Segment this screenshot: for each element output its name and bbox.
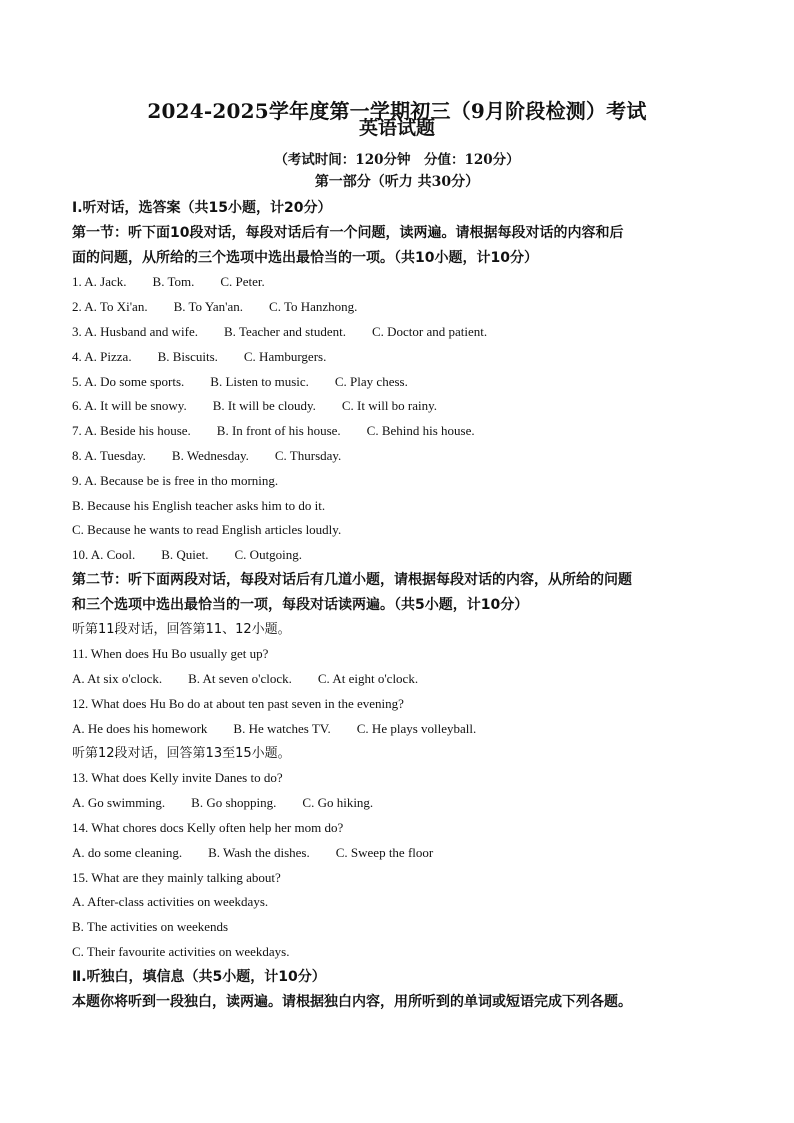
question-14: 14. What chores docs Kelly often help her mom do? [72, 819, 344, 835]
exam-info: （考试时间：120分钟 分值：120分） [274, 152, 520, 168]
question-1: 1. A. Jack. B. Tom. C. Peter. [72, 274, 265, 290]
question-11-options: A. At six o'clock. B. At seven o'clock. C. At eight o'clock. [72, 671, 419, 687]
question-15-option-c: C. Their favourite activities on weekdays. [72, 943, 290, 959]
question-13-options: A. Go swimming. B. Go shopping. C. Go hiking. [72, 795, 374, 811]
section2-instruction: 本题你将听到一段独白，读两遍。请根据独白内容，用所听到的单词或短语完成下列各题。 [72, 993, 632, 1010]
question-9-option-c: C. Because he wants to read English articles loudly. [72, 522, 342, 538]
dialog-11-note: 听第11段对话，回答第11、12小题。 [72, 621, 291, 637]
question-3: 3. A. Husband and wife. B. Teacher and student. C. Doctor and patient. [72, 323, 488, 339]
sub2-instruction-line2: 和三个选项中选出最恰当的一项，每段对话读两遍。（共5小题，计10分） [72, 596, 529, 613]
exam-content [72, 196, 732, 1014]
exam-title: 2024-2025学年度第一学期初三（9月阶段检测）考试 [147, 99, 647, 123]
question-8: 8. A. Tuesday. B. Wednesday. C. Thursday. [72, 447, 342, 463]
question-2: 2. A. To Xi'an. B. To Yan'an. C. To Hanzhong. [72, 299, 358, 315]
section2-heading: Ⅱ.听独白，填信息（共5小题，计10分） [72, 968, 326, 985]
question-9-option-b: B. Because his English teacher asks him to do it. [72, 497, 326, 513]
section1-heading: Ⅰ.听对话，选答案（共15小题，计20分） [72, 200, 332, 216]
question-15-option-b: B. The activities on weekends [72, 919, 229, 935]
sub1-instruction-line1: 第一节：听下面10段对话，每段对话后有一个问题，读两遍。请根据每段对话的内容和后 [72, 224, 624, 241]
question-5: 5. A. Do some sports. B. Listen to music. C. Play chess. [72, 373, 408, 389]
question-12: 12. What does Hu Bo do at about ten past seven in the evening? [72, 695, 404, 711]
part-heading: 第一部分（听力 共30分） [314, 174, 480, 190]
question-15: 15. What are they mainly talking about? [72, 869, 281, 885]
question-6: 6. A. It will be snowy. B. It will be cloudy. C. It will bo rainy. [72, 398, 438, 414]
dialog-12-note: 听第12段对话，回答第13至15小题。 [72, 745, 291, 761]
question-15-option-a: A. After-class activities on weekdays. [72, 894, 269, 910]
sub1-instruction-line2: 面的问题，从所给的三个选项中选出最恰当的一项。（共10小题，计10分） [72, 249, 538, 266]
sub2-instruction-line1: 第二节：听下面两段对话，每段对话后有几道小题，请根据每段对话的内容，从所给的问题 [72, 571, 632, 588]
exam-subtitle: 英语试题 [358, 117, 435, 139]
question-12-options: A. He does his homework B. He watches TV. C. He plays volleyball. [72, 720, 477, 736]
question-7: 7. A. Beside his house. B. In front of his house. C. Behind his house. [72, 423, 475, 439]
question-10: 10. A. Cool. B. Quiet. C. Outgoing. [72, 547, 303, 563]
question-13: 13. What does Kelly invite Danes to do? [72, 770, 283, 786]
question-4: 4. A. Pizza. B. Biscuits. C. Hamburgers. [72, 348, 327, 364]
question-14-options: A. do some cleaning. B. Wash the dishes. C. Sweep the floor [72, 844, 434, 860]
question-11: 11. When does Hu Bo usually get up? [72, 646, 269, 662]
question-9-option-a: 9. A. Because be is free in tho morning. [72, 472, 279, 488]
